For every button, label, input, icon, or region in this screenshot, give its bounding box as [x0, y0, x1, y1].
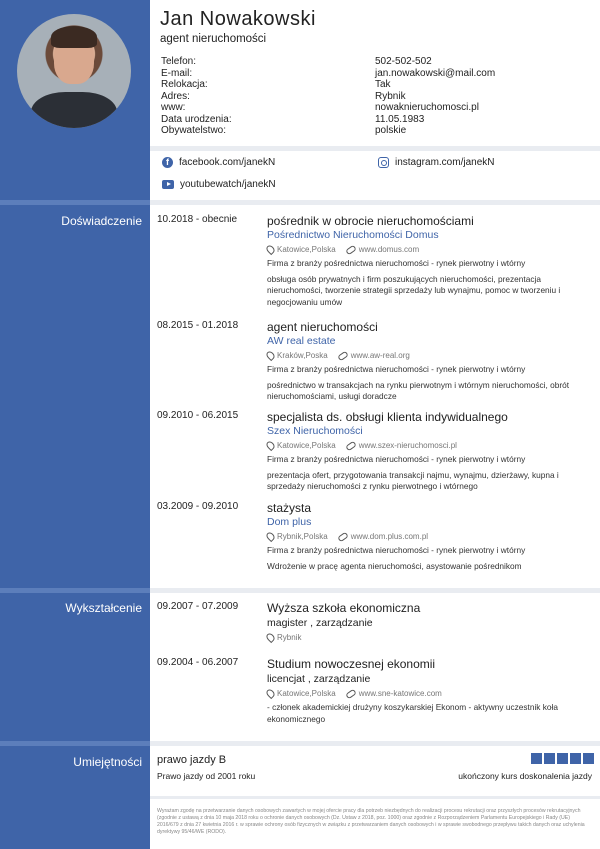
link-icon — [337, 350, 349, 361]
divider — [150, 796, 600, 799]
location-pin-icon — [265, 244, 276, 255]
location-pin-icon — [265, 350, 276, 361]
info-label: Telefon: — [161, 56, 197, 67]
section-title-education: Wykształcenie — [65, 601, 142, 615]
entry-company: Dom plus — [267, 516, 312, 528]
entry-website[interactable]: www.domus.com — [358, 245, 420, 254]
entry-company: Pośrednictwo Nieruchomości Domus — [267, 229, 439, 241]
info-label: www: — [161, 102, 186, 113]
sidebar — [0, 0, 150, 849]
entry-title: pośrednik w obrocie nieruchomościami — [267, 214, 474, 228]
entry-location: Katowice,Polska — [277, 441, 336, 450]
entry-meta — [267, 633, 592, 642]
location-pin-icon — [265, 688, 276, 699]
info-row — [161, 91, 591, 103]
info-label: Data urodzenia: — [161, 113, 232, 125]
entry-description: pośrednictwo w transakcjach na rynku pierwotnym i wtórnym nieruchomości, obrót nieruchomościami, usługi doradcze — [267, 379, 570, 401]
info-value: 11.05.1983 — [375, 113, 425, 125]
entry-dates: 09.2010 - 06.2015 — [157, 410, 239, 421]
youtube-icon — [162, 180, 174, 189]
instagram-icon — [378, 157, 389, 168]
entry-dates: 08.2015 - 01.2018 — [157, 320, 239, 331]
entry-website[interactable]: www.szex-nieruchomosci.pl — [358, 441, 457, 450]
entry-company: AW real estate — [267, 335, 336, 347]
entry-description: Firma z branży pośrednictwa nieruchomości - rynek pierwotny i wtórny — [267, 454, 526, 464]
skill-description: Prawo jazdy od 2001 roku — [157, 771, 256, 781]
entry-website[interactable]: www.dom.plus.com.pl — [350, 532, 429, 541]
info-label: Adres: — [161, 90, 190, 102]
instagram-label: instagram.com/janekN — [395, 157, 495, 168]
entry-content — [267, 410, 592, 493]
entry-website[interactable]: www.aw-real.org — [350, 351, 410, 360]
entry-location: Kraków,Poska — [277, 351, 328, 360]
entry-dates: 09.2004 - 06.2007 — [157, 657, 239, 668]
entry-dates: 03.2009 - 09.2010 — [157, 501, 239, 512]
skill-level-square — [583, 753, 594, 764]
skill-name: prawo jazdy B — [157, 754, 227, 766]
entry-description: Firma z branży pośrednictwa nieruchomości - rynek pierwotny i wtórny — [267, 364, 526, 374]
entry-content — [267, 214, 592, 308]
info-value[interactable]: nowaknieruchomosci.pl — [375, 102, 479, 113]
entry-title: Studium nowoczesnej ekonomii — [267, 657, 436, 671]
job-title: agent nieruchomości — [160, 33, 267, 45]
info-row — [161, 125, 591, 137]
divider — [0, 588, 150, 593]
entry-company: Szex Nieruchomości — [267, 425, 363, 437]
location-pin-icon — [265, 440, 276, 451]
skill-note: ukończony kurs doskonalenia jazdy — [458, 771, 592, 781]
info-label: E-mail: — [161, 67, 193, 79]
info-value: Tak — [375, 79, 391, 90]
facebook-icon: f — [162, 157, 173, 168]
section-title-experience: Doświadczenie — [61, 214, 142, 228]
info-row — [161, 56, 591, 68]
info-label: Relokacja: — [161, 79, 208, 90]
entry-website[interactable]: www.sne-katowice.com — [358, 689, 442, 698]
entry-title: agent nieruchomości — [267, 320, 378, 334]
skill-level-indicator — [531, 753, 594, 764]
entry-title: stażysta — [267, 501, 312, 515]
person-name: Jan Nowakowski — [160, 8, 316, 30]
divider — [0, 741, 150, 746]
entry-dates: 09.2007 - 07.2009 — [157, 601, 239, 612]
entry-degree: licencjat , zarządzanie — [267, 673, 371, 685]
skill-level-square — [570, 753, 581, 764]
info-value: polskie — [375, 125, 407, 136]
link-icon — [345, 244, 357, 255]
link-icon — [345, 688, 357, 699]
entry-description: Firma z branży pośrednictwa nieruchomości - rynek pierwotny i wtórny — [267, 545, 526, 555]
entry-description: Wdrożenie w pracę agenta nieruchomości, asystowanie pośrednikom — [267, 560, 522, 571]
divider — [150, 146, 600, 151]
location-pin-icon — [265, 531, 276, 542]
personal-info — [161, 56, 591, 137]
location-pin-icon — [265, 632, 276, 643]
facebook-link[interactable] — [162, 157, 275, 168]
info-value[interactable]: jan.nowakowski@mail.com — [375, 67, 496, 79]
youtube-link[interactable] — [162, 179, 276, 190]
info-label: Obywatelstwo: — [161, 125, 227, 136]
divider — [150, 741, 600, 746]
link-icon — [337, 531, 349, 542]
info-row — [161, 114, 591, 126]
skill-level-square — [531, 753, 542, 764]
youtube-label: youtubewatch/janekN — [180, 179, 276, 190]
info-value: 502-502-502 — [375, 56, 432, 67]
entry-location: Katowice,Polska — [277, 689, 336, 698]
info-row — [161, 68, 591, 80]
entry-dates: 10.2018 - obecnie — [157, 214, 238, 225]
divider — [150, 200, 600, 205]
entry-content — [267, 320, 592, 403]
entry-degree: magister , zarządzanie — [267, 617, 373, 629]
entry-description: - członek akademickiej drużyny koszykarskiej Ekonom - aktywny uczestnik koła ekonomicznego — [267, 702, 558, 724]
header — [160, 8, 590, 45]
entry-content — [267, 501, 592, 572]
divider — [0, 200, 150, 205]
info-value: Rybnik — [375, 90, 406, 102]
link-icon — [345, 440, 357, 451]
entry-meta — [267, 441, 592, 450]
entry-description: obsługa osób prywatnych i firm poszukujących nieruchomości, prezentacja nieruchomości, tworzenie strategii sprzedaży lub wynajmu, pomoc w tworzeniu i negocjowaniu umów — [267, 273, 561, 307]
profile-photo — [17, 14, 131, 128]
divider — [150, 588, 600, 593]
instagram-link[interactable] — [378, 157, 494, 168]
entry-meta — [267, 351, 592, 360]
entry-content — [267, 601, 592, 642]
entry-meta — [267, 532, 592, 541]
skill-level-square — [557, 753, 568, 764]
entry-location: Rybnik — [277, 633, 302, 642]
info-row — [161, 79, 591, 91]
entry-title: Wyższa szkoła ekonomiczna — [267, 601, 421, 615]
entry-title: specjalista ds. obsługi klienta indywidualnego — [267, 410, 508, 424]
entry-meta — [267, 245, 592, 254]
facebook-label: facebook.com/janekN — [179, 157, 276, 168]
section-title-skills: Umiejętności — [73, 755, 142, 769]
entry-content — [267, 657, 592, 725]
skill-level-square — [544, 753, 555, 764]
entry-location: Katowice,Polska — [277, 245, 336, 254]
entry-description: prezentacja ofert, przygotowania transakcji najmu, wynajmu, dzierżawy, kupna i sprzedaży nieruchomości z rynku pierwotnego i wtórnego — [267, 469, 559, 491]
entry-description: Firma z branży pośrednictwa nieruchomości - rynek pierwotny i wtórny — [267, 258, 526, 268]
entry-meta — [267, 689, 592, 698]
info-row — [161, 102, 591, 114]
gdpr-consent-clause: Wyrażam zgodę na przetwarzanie danych osobowych zawartych w mojej ofercie pracy dla potrzeb niezbędnych do realizacji procesu rekrutacji oraz przyszłych procesów rekrutacyjnych (zgodnie z ustawą z dnia 10 maja 2018 roku o ochronie danych osobowych (Dz. Ustaw z 2018, poz. 1000) oraz zgodnie z Rozporządzeniem Parlamentu Europejskiego i Rady (UE) 2016/679 z dnia 27 kwietnia 2016 r. w sprawie ochrony osób fizycznych w związku z przetwarzaniem danych osobowych i w sprawie swobodnego przepływu takich danych oraz uchylenia dyrektywy 95/46/WE (RODO). — [157, 808, 585, 835]
entry-location: Rybnik,Polska — [277, 532, 328, 541]
